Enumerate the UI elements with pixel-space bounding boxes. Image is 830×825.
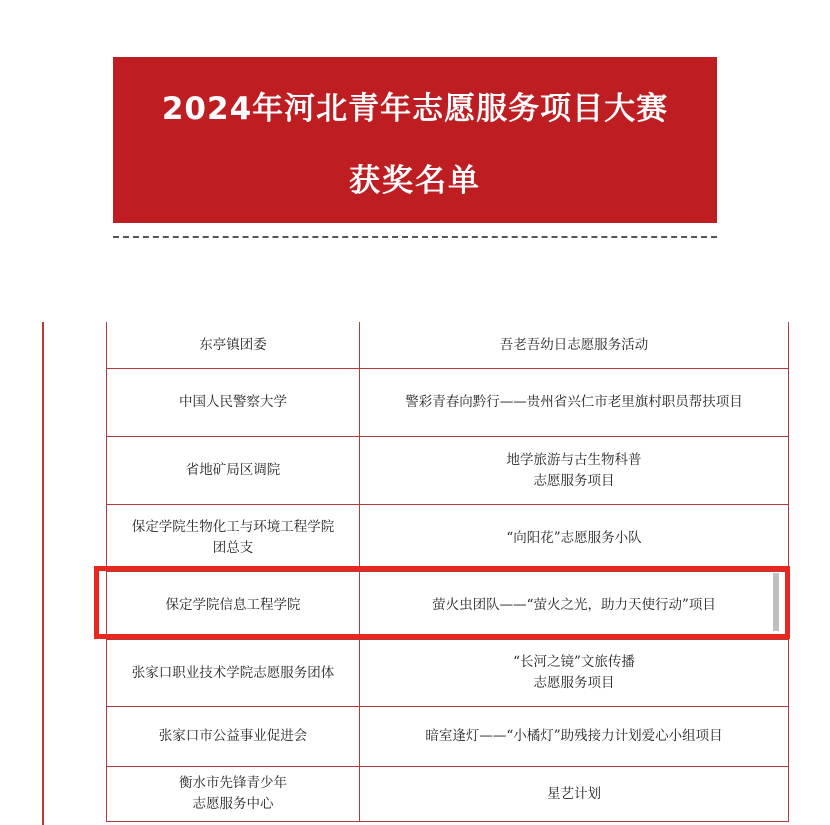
project-cell: 暗室逢灯——“小橘灯”助残接力计划爱心小组项目 <box>425 728 723 744</box>
highlight-box <box>94 566 790 639</box>
page-edge-line <box>42 322 44 825</box>
table-row <box>107 322 788 369</box>
page-title: 2024年河北青年志愿服务项目大赛 <box>161 91 669 127</box>
project-cell: “向阳花”志愿服务小队 <box>506 529 642 546</box>
org-cell: 衡水市先锋青少年 志愿服务中心 <box>107 767 360 821</box>
project-cell: “长河之镜”文旅传播 志愿服务项目 <box>513 654 635 691</box>
project-cell: 警彩青春向黔行——贵州省兴仁市老里旗村职员帮扶项目 <box>405 394 743 410</box>
table-row <box>107 707 788 767</box>
org-cell: 张家口职业技术学院志愿服务团体 <box>107 640 360 706</box>
table-row <box>107 767 788 822</box>
org-cell: 东亭镇团委 <box>107 322 360 368</box>
org-cell: 省地矿局区调院 <box>107 437 360 504</box>
org-cell: 保定学院生物化工与环境工程学院 团总支 <box>107 505 360 571</box>
org-cell: 保定学院信息工程学院 <box>107 572 360 639</box>
table-row <box>107 505 788 572</box>
project-cell: 星艺计划 <box>547 785 601 802</box>
dashed-divider <box>113 236 717 238</box>
table-row <box>107 369 788 437</box>
project-cell: 地学旅游与古生物科普 志愿服务项目 <box>506 451 642 489</box>
org-cell: 中国人民警察大学 <box>107 369 360 436</box>
title-banner <box>113 57 717 223</box>
page-subtitle: 获奖名单 <box>349 163 481 199</box>
org-cell: 张家口市公益事业促进会 <box>107 707 360 766</box>
table-row <box>107 640 788 707</box>
project-cell: 萤火虫团队——“萤火之光，助力天使行动”项目 <box>432 597 716 613</box>
project-cell: 吾老吾幼日志愿服务活动 <box>499 336 649 353</box>
table-row <box>107 437 788 505</box>
